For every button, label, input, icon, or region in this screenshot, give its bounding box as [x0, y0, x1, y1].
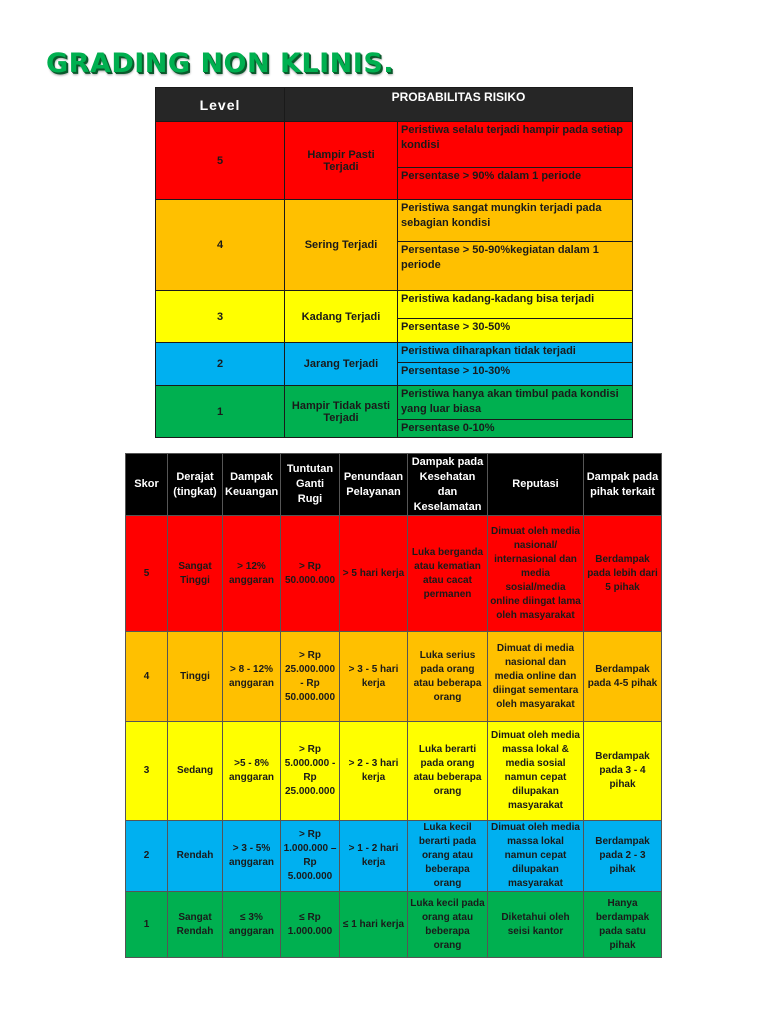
impact-cell: Rendah [168, 821, 223, 892]
header-penundaan: Penundaan Pelayanan [340, 454, 408, 516]
impact-row-4 [126, 632, 662, 722]
impact-cell: > Rp 50.000.000 [281, 516, 340, 632]
probability-row-4 [156, 200, 633, 242]
impact-cell: > 5 hari kerja [340, 516, 408, 632]
level-label: Sering Terjadi [285, 200, 398, 291]
impact-header-row [126, 454, 662, 516]
probability-header: PROBABILITAS RISIKO [285, 88, 633, 122]
level-number: 5 [156, 122, 285, 200]
level-percentage: Persentase > 30-50% [398, 319, 633, 343]
impact-cell: Dimuat di media nasional dan media online dan diingat sementara oleh masyarakat [488, 632, 584, 722]
probability-header-row [156, 88, 633, 122]
level-description: Peristiwa selalu terjadi hampir pada setiap kondisi [398, 122, 633, 168]
impact-cell: Berdampak pada lebih dari 5 pihak [584, 516, 662, 632]
probability-row-5 [156, 122, 633, 168]
impact-cell: Sangat Rendah [168, 892, 223, 958]
impact-cell: Berdampak pada 4-5 pihak [584, 632, 662, 722]
level-label: Hampir Pasti Terjadi [285, 122, 398, 200]
impact-cell: Berdampak pada 3 - 4 pihak [584, 722, 662, 821]
header-derajat: Derajat (tingkat) [168, 454, 223, 516]
level-number: 2 [156, 343, 285, 386]
level-description: Peristiwa diharapkan tidak terjadi [398, 343, 633, 363]
level-description: Peristiwa kadang-kadang bisa terjadi [398, 291, 633, 319]
impact-cell: Luka serius pada orang atau beberapa orang [408, 632, 488, 722]
probability-row-3 [156, 291, 633, 319]
level-percentage: Persentase 0-10% [398, 420, 633, 438]
impact-cell: Diketahui oleh seisi kantor [488, 892, 584, 958]
impact-cell: ≤ 3% anggaran [223, 892, 281, 958]
impact-row-2 [126, 821, 662, 892]
impact-row-3 [126, 722, 662, 821]
impact-cell: Luka kecil berarti pada orang atau beberapa orang [408, 821, 488, 892]
impact-cell: > Rp 1.000.000 – Rp 5.000.000 [281, 821, 340, 892]
impact-cell: 3 [126, 722, 168, 821]
impact-cell: 1 [126, 892, 168, 958]
impact-cell: ≤ Rp 1.000.000 [281, 892, 340, 958]
impact-cell: 4 [126, 632, 168, 722]
impact-row-1 [126, 892, 662, 958]
impact-cell: > 2 - 3 hari kerja [340, 722, 408, 821]
header-skor: Skor [126, 454, 168, 516]
level-label: Jarang Terjadi [285, 343, 398, 386]
impact-cell: Berdampak pada 2 - 3 pihak [584, 821, 662, 892]
header-pihak-terkait: Dampak pada pihak terkait [584, 454, 662, 516]
impact-table [125, 453, 662, 958]
level-percentage: Persentase > 50-90%kegiatan dalam 1 periode [398, 242, 633, 291]
level-header: Level [156, 88, 285, 122]
level-description: Peristiwa hanya akan timbul pada kondisi yang luar biasa [398, 386, 633, 420]
impact-cell: 5 [126, 516, 168, 632]
impact-cell: Hanya berdampak pada satu pihak [584, 892, 662, 958]
impact-cell: Tinggi [168, 632, 223, 722]
probability-table [155, 87, 633, 438]
probability-row-1 [156, 386, 633, 420]
level-number: 4 [156, 200, 285, 291]
impact-row-5 [126, 516, 662, 632]
impact-cell: > 3 - 5% anggaran [223, 821, 281, 892]
impact-cell: Sangat Tinggi [168, 516, 223, 632]
impact-cell: > 8 - 12% anggaran [223, 632, 281, 722]
impact-cell: Luka berganda atau kematian atau cacat permanen [408, 516, 488, 632]
impact-cell: Dimuat oleh media massa lokal & media sosial namun cepat dilupakan masyarakat [488, 722, 584, 821]
impact-cell: > 3 - 5 hari kerja [340, 632, 408, 722]
impact-cell: Dimuat oleh media massa lokal namun cepat dilupakan masyarakat [488, 821, 584, 892]
impact-cell: > 12% anggaran [223, 516, 281, 632]
header-ganti-rugi: Tuntutan Ganti Rugi [281, 454, 340, 516]
impact-cell: Luka kecil pada orang atau beberapa orang [408, 892, 488, 958]
impact-cell: 2 [126, 821, 168, 892]
level-number: 1 [156, 386, 285, 438]
impact-cell: > Rp 25.000.000 - Rp 50.000.000 [281, 632, 340, 722]
header-reputasi: Reputasi [488, 454, 584, 516]
header-keuangan: Dampak Keuangan [223, 454, 281, 516]
level-number: 3 [156, 291, 285, 343]
probability-row-2 [156, 343, 633, 363]
impact-cell: Sedang [168, 722, 223, 821]
level-description: Peristiwa sangat mungkin terjadi pada sebagian kondisi [398, 200, 633, 242]
impact-cell: > Rp 5.000.000 - Rp 25.000.000 [281, 722, 340, 821]
impact-cell: Luka berarti pada orang atau beberapa orang [408, 722, 488, 821]
level-label: Hampir Tidak pasti Terjadi [285, 386, 398, 438]
page-title: GRADING NON KLINIS. [46, 48, 395, 79]
impact-cell: ≤ 1 hari kerja [340, 892, 408, 958]
impact-cell: > 1 - 2 hari kerja [340, 821, 408, 892]
impact-cell: Dimuat oleh media nasional/ internasional dan media sosial/media online diingat lama oleh masyarakat [488, 516, 584, 632]
impact-cell: >5 - 8% anggaran [223, 722, 281, 821]
level-percentage: Persentase > 90% dalam 1 periode [398, 168, 633, 200]
level-label: Kadang Terjadi [285, 291, 398, 343]
level-percentage: Persentase > 10-30% [398, 363, 633, 386]
header-kesehatan: Dampak pada Kesehatan dan Keselamatan [408, 454, 488, 516]
